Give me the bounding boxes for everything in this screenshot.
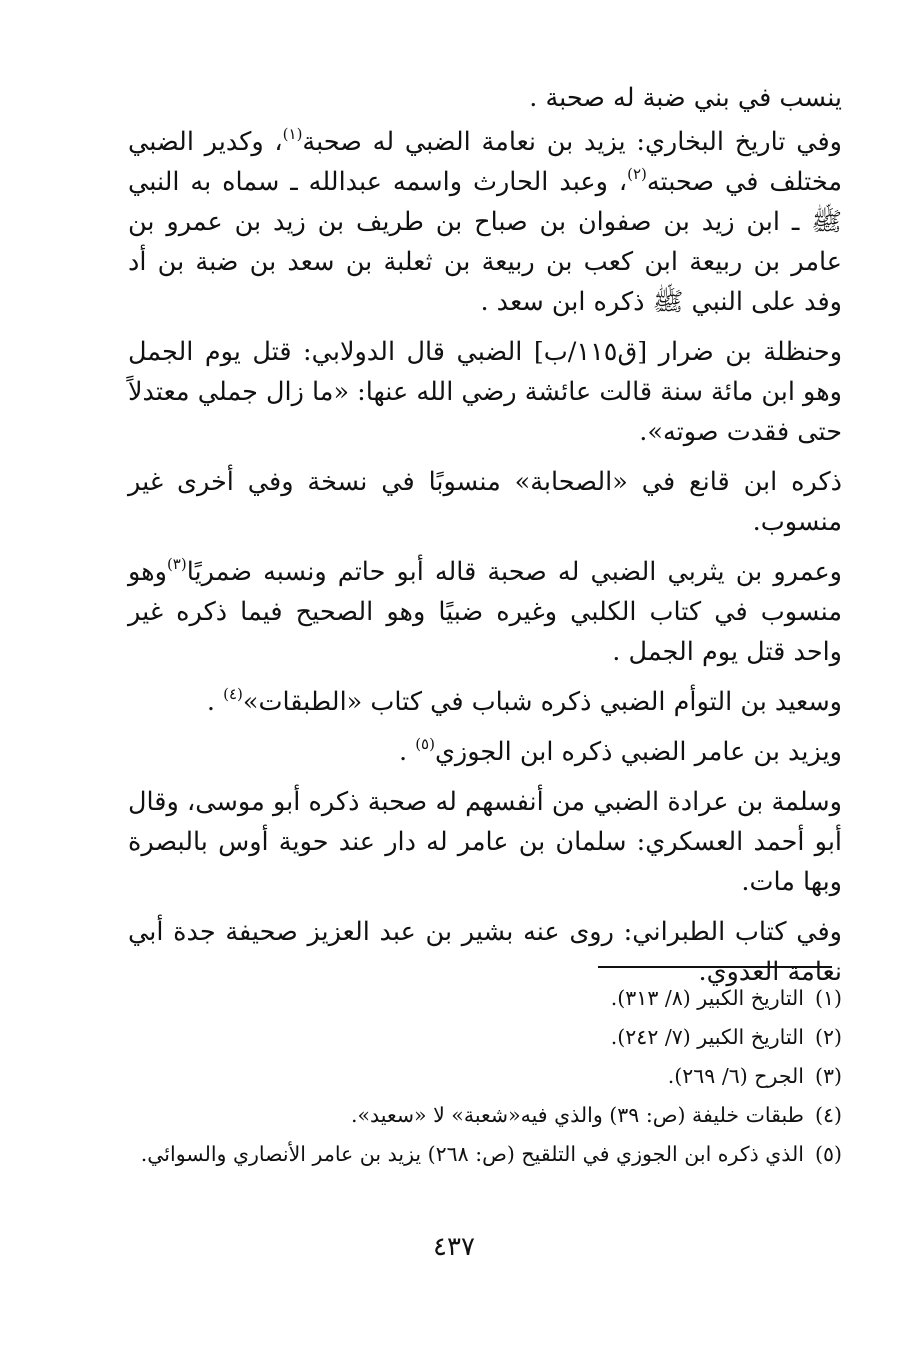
paragraph-5 xyxy=(128,552,842,672)
paragraph-8: وسلمة بن عرادة الضبي من أنفسهم له صحبة ذكره أبو موسى، وقال أبو أحمد العسكري: سلمان بن عامر له دار عند حوية أوس بالبصرة وبها مات. xyxy=(128,787,842,897)
paragraph-7-part-a: ويزيد بن عامر الضبي ذكره ابن الجوزي xyxy=(434,737,842,767)
paragraph-2-part-a: وفي تاريخ البخاري: يزيد بن نعامة الضبي له صحبة xyxy=(302,127,842,157)
footnote-ref-2[interactable]: (٢) xyxy=(627,165,647,183)
footnote-5 xyxy=(128,1136,842,1172)
paragraph-5-part-a: وعمرو بن يثربي الضبي له صحبة قاله أبو حاتم ونسبه ضمريًا xyxy=(186,557,842,587)
footnote-text: الذي ذكره ابن الجوزي في التلقيح (ص: ٢٦٨) يزيد بن عامر الأنصاري والسوائي. xyxy=(140,1142,804,1166)
footnote-text: الجرح (٦/ ٢٦٩). xyxy=(667,1064,804,1088)
footnote-3 xyxy=(128,1058,842,1094)
paragraph-6 xyxy=(128,682,842,722)
footnotes xyxy=(128,980,842,1175)
footnote-ref-4[interactable]: (٤) xyxy=(223,685,243,703)
paragraph-2-part-c: ، وعبد الحارث واسمه عبدالله ـ سماه به النبي ﷺ ـ ابن زيد بن صفوان بن صباح بن طريف بن زيد بن عمرو بن عامر بن ربيعة ابن كعب بن ربيعة بن ثعلبة بن سعد بن ضبة بن أد وفد على النبي ﷺ ذكره ابن سعد . xyxy=(128,167,842,317)
paragraph-5-part-b: وهو منسوب في كتاب الكلبي وغيره ضبيًا وهو الصحيح فيما ذكره غير واحد قتل يوم الجمل . xyxy=(128,557,842,667)
paragraph-6-part-b: . xyxy=(206,687,224,717)
footnote-2 xyxy=(128,1019,842,1055)
paragraph-2-part-b: ، وكدير الضبي مختلف في صحبته xyxy=(128,127,843,197)
main-text xyxy=(128,78,842,1002)
footnote-number: (٥) xyxy=(814,1142,842,1166)
footnote-4 xyxy=(128,1097,842,1133)
paragraph-7 xyxy=(128,732,842,772)
footnote-ref-1[interactable]: (١) xyxy=(282,125,303,143)
footnote-number: (٤) xyxy=(814,1103,842,1127)
footnote-number: (١) xyxy=(814,986,842,1010)
footnote-text: التاريخ الكبير (٨/ ٣١٣). xyxy=(610,986,804,1010)
footnote-1 xyxy=(128,980,842,1016)
paragraph-6-part-a: وسعيد بن التوأم الضبي ذكره شباب في كتاب «الطبقات» xyxy=(242,687,842,717)
footnote-number: (٣) xyxy=(814,1064,842,1088)
footnote-text: التاريخ الكبير (٧/ ٢٤٢). xyxy=(610,1025,804,1049)
paragraph-4: ذكره ابن قانع في «الصحابة» منسوبًا في نسخة وفي أخرى غير منسوب. xyxy=(128,467,842,537)
footnote-ref-5[interactable]: (٥) xyxy=(415,735,435,753)
footnote-divider xyxy=(598,966,832,968)
paragraph-7-part-b: . xyxy=(398,737,416,767)
paragraph-3: وحنظلة بن ضرار [ق١١٥/ب] الضبي قال الدولابي: قتل يوم الجمل وهو ابن مائة سنة قالت عائشة رضي الله عنها: «ما زال جملي معتدلاً حتى فقدت صوته». xyxy=(128,337,843,447)
paragraph-2 xyxy=(128,122,842,322)
footnote-text: طبقات خليفة (ص: ٣٩) والذي فيه«شعبة» لا «سعيد». xyxy=(350,1103,804,1127)
footnote-number: (٢) xyxy=(814,1025,842,1049)
footnote-ref-3[interactable]: (٣) xyxy=(166,555,187,573)
page-number: ٤٣٧ xyxy=(433,1232,475,1262)
paragraph-1: ينسب في بني ضبة له صحبة . xyxy=(529,83,842,113)
paragraph-9: وفي كتاب الطبراني: روى عنه بشير بن عبد العزيز صحيفة جدة أبي نعامة العدوي. xyxy=(128,917,842,987)
